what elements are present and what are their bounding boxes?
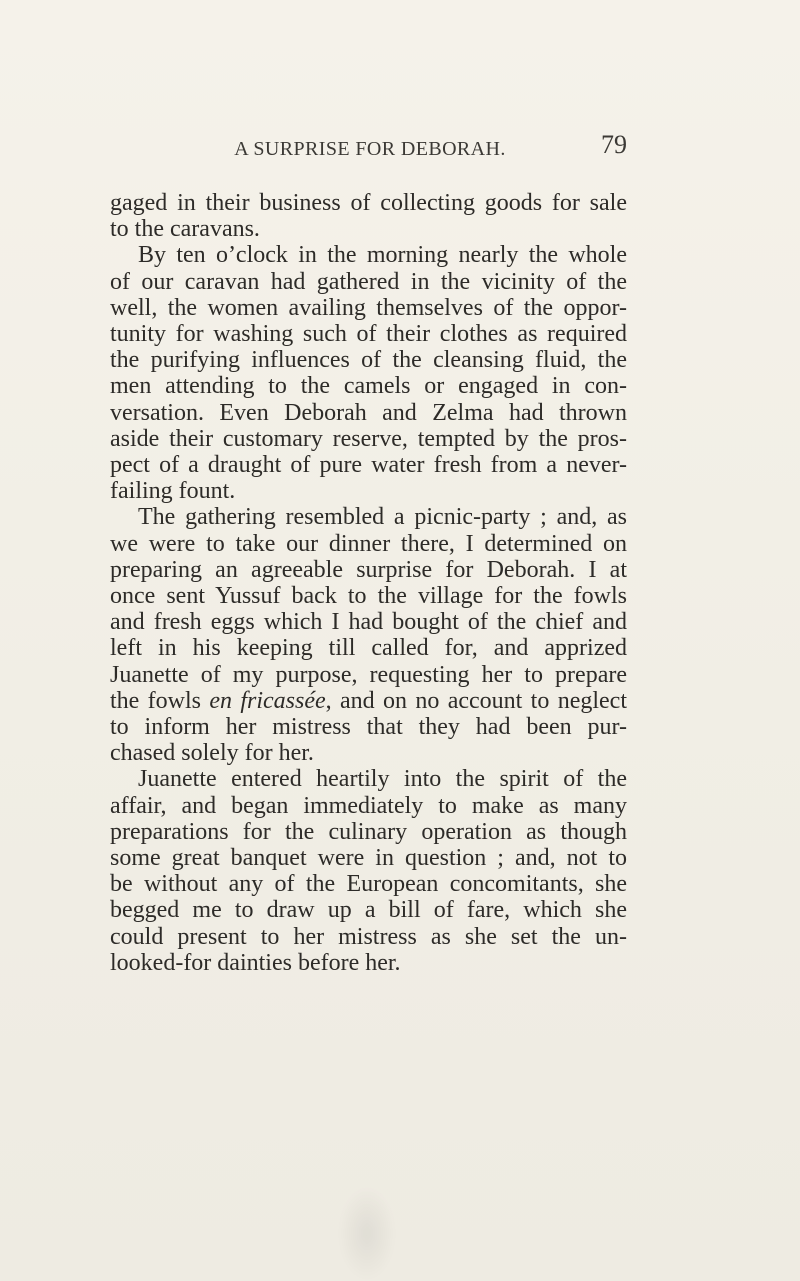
text-line: to inform her mistress that they had been pur- (110, 714, 627, 741)
body-text (110, 190, 627, 976)
text-line-with-italic (110, 688, 627, 714)
text-line: once sent Yussuf back to the village for the fowls (110, 583, 627, 610)
text-line: and fresh eggs which I had bought of the chief and (110, 609, 627, 636)
text-line: failing fount. (110, 478, 236, 505)
text-line: Juanette of my purpose, requesting her to prepare (110, 661, 627, 688)
text-fragment: the fowls (110, 687, 210, 714)
text-line: some great banquet were in question ; and, not to (110, 845, 627, 872)
text-line: begged me to draw up a bill of fare, which she (110, 897, 627, 924)
text-line: to the caravans. (110, 216, 260, 243)
text-line: affair, and began immediately to make as many (110, 792, 627, 819)
text-line: gaged in their business of collecting goods for sale (110, 190, 627, 216)
text-line: of our caravan had gathered in the vicinity of the (110, 268, 627, 295)
text-fragment: , and on no account to neglect (325, 687, 627, 714)
text-line: By ten o’clock in the morning nearly the whole (138, 242, 627, 269)
text-line: The gathering resembled a picnic-party ; and, as (138, 504, 627, 531)
text-line: we were to take our dinner there, I determined on (110, 530, 627, 557)
text-line: be without any of the European concomitants, she (110, 871, 627, 898)
text-line: well, the women availing themselves of the oppor- (110, 294, 627, 321)
italic-phrase: en fricassée (209, 687, 326, 714)
text-line: Juanette entered heartily into the spirit of the (138, 766, 627, 793)
text-line: the purifying influences of the cleansing fluid, the (110, 347, 627, 374)
text-line: chased solely for her. (110, 740, 314, 767)
text-line: could present to her mistress as she set the un- (110, 923, 627, 950)
text-line: men attending to the camels or engaged in con- (110, 373, 627, 400)
text-line: versation. Even Deborah and Zelma had thrown (110, 399, 627, 426)
text-line: pect of a draught of pure water fresh from a never- (110, 452, 627, 479)
text-line: looked-for dainties before her. (110, 949, 401, 976)
text-line: left in his keeping till called for, and apprized (110, 635, 627, 662)
text-line: preparations for the culinary operation as though (110, 818, 627, 845)
paper-shadow (338, 1186, 396, 1281)
page-number: 79 (601, 130, 627, 159)
text-line: tunity for washing such of their clothes as required (110, 321, 627, 348)
text-line: preparing an agreeable surprise for Deborah. I at (110, 556, 627, 583)
running-title: A SURPRISE FOR DEBORAH. (234, 138, 506, 160)
text-line: aside their customary reserve, tempted by the pros- (110, 425, 627, 452)
